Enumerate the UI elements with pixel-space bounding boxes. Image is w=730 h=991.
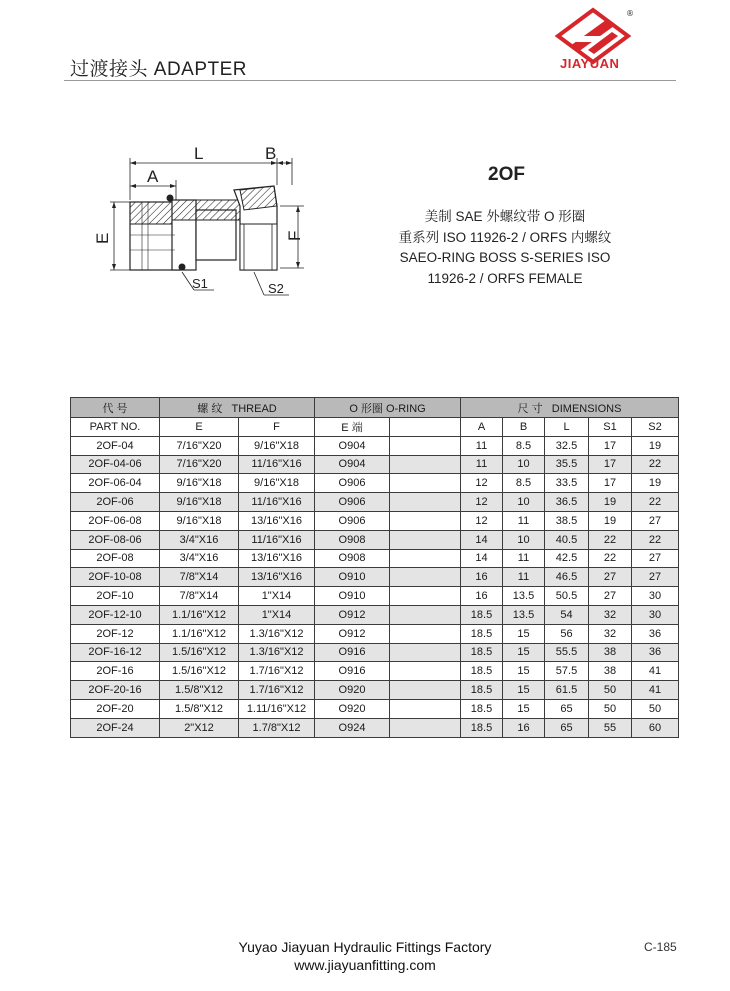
fitting-drawing [84, 140, 314, 310]
col-a: A [461, 418, 503, 437]
table-row [71, 568, 679, 587]
table-row [71, 474, 679, 493]
page-title: 过渡接头 ADAPTER [70, 59, 248, 80]
table-cell: 16 [461, 587, 503, 606]
table-cell: O912 [315, 624, 390, 643]
table-cell: 17 [589, 436, 632, 455]
table-cell: 65 [545, 718, 589, 737]
table-cell: 2OF-16-12 [71, 643, 160, 662]
table-cell: 18.5 [461, 643, 503, 662]
registered-mark: ® [626, 9, 634, 18]
desc-line: 重系列 ISO 11926-2 / ORFS 内螺纹 [398, 229, 612, 245]
table-cell: 13/16"X16 [239, 511, 315, 530]
table-row [71, 643, 679, 662]
table-cell: 56 [545, 624, 589, 643]
table-cell: 60 [632, 718, 679, 737]
table-cell: 13.5 [503, 605, 545, 624]
table-cell: 11 [461, 436, 503, 455]
table-cell: O920 [315, 681, 390, 700]
table-cell: 11/16"X16 [239, 493, 315, 512]
table-cell: 46.5 [545, 568, 589, 587]
table-row [71, 530, 679, 549]
table-cell [390, 493, 461, 512]
table-cell: 22 [589, 530, 632, 549]
table-cell: 2OF-16 [71, 662, 160, 681]
header-thread-en: THREAD [231, 402, 277, 415]
table-cell: 10 [503, 493, 545, 512]
table-cell: 50 [632, 699, 679, 718]
table-cell: 12 [461, 474, 503, 493]
table-cell: 12 [461, 493, 503, 512]
header-rule [64, 80, 676, 81]
table-cell: 18.5 [461, 699, 503, 718]
header-thread-cn: 螺 纹 [197, 402, 223, 415]
table-cell: 38 [589, 643, 632, 662]
table-row [71, 587, 679, 606]
table-cell: 13/16"X16 [239, 568, 315, 587]
product-description [380, 207, 630, 289]
table-cell: 18.5 [461, 662, 503, 681]
table-cell [390, 474, 461, 493]
group-header-row [71, 398, 679, 418]
table-cell: 8.5 [503, 474, 545, 493]
table-cell: 1.11/16"X12 [239, 699, 315, 718]
table-cell: 35.5 [545, 455, 589, 474]
table-cell: O924 [315, 718, 390, 737]
table-cell: 1"X14 [239, 587, 315, 606]
table-cell: 10 [503, 530, 545, 549]
table-cell: 11 [503, 549, 545, 568]
table-cell: 22 [632, 530, 679, 549]
table-cell: 22 [589, 549, 632, 568]
table-cell: 2OF-10 [71, 587, 160, 606]
dim-label-s1: S1 [192, 276, 208, 291]
table-row [71, 493, 679, 512]
table-cell: 50.5 [545, 587, 589, 606]
table-cell: 2"X12 [160, 718, 239, 737]
table-cell [390, 681, 461, 700]
table-cell: 9/16"X18 [160, 511, 239, 530]
desc-line: 美制 SAE 外螺纹带 O 形圈 [424, 209, 586, 224]
table-cell: 11 [503, 511, 545, 530]
table-cell: 55 [589, 718, 632, 737]
table-cell: 22 [632, 455, 679, 474]
table-cell: O904 [315, 436, 390, 455]
table-cell: 1.7/8"X12 [239, 718, 315, 737]
table-cell: 27 [632, 549, 679, 568]
col-part-no: PART NO. [71, 418, 160, 437]
table-cell: 17 [589, 474, 632, 493]
table-cell: 32.5 [545, 436, 589, 455]
dim-label-a: A [147, 167, 159, 186]
brand-name: JIAYUAN [560, 56, 620, 71]
table-row [71, 455, 679, 474]
header-code: 代 号 [71, 398, 160, 418]
table-cell: 14 [461, 549, 503, 568]
table-row [71, 511, 679, 530]
table-cell: 2OF-04-06 [71, 455, 160, 474]
header-thread [160, 398, 315, 418]
table-cell: O906 [315, 493, 390, 512]
table-cell: 2OF-12 [71, 624, 160, 643]
col-e-end: E 端 [315, 418, 390, 437]
col-b: B [503, 418, 545, 437]
column-header-row [71, 418, 679, 437]
table-cell: 19 [632, 474, 679, 493]
table-row [71, 624, 679, 643]
header-dims-cn: 尺 寸 [517, 402, 543, 415]
table-cell: 15 [503, 681, 545, 700]
table-cell: 9/16"X18 [160, 474, 239, 493]
table-cell: O912 [315, 605, 390, 624]
table-cell: 2OF-12-10 [71, 605, 160, 624]
page-number: C-185 [644, 940, 677, 954]
table-cell: 27 [632, 511, 679, 530]
table-cell: 2OF-06-08 [71, 511, 160, 530]
table-row [71, 549, 679, 568]
parts-table-body [71, 436, 679, 737]
table-cell: 18.5 [461, 681, 503, 700]
table-cell: 8.5 [503, 436, 545, 455]
table-cell [390, 699, 461, 718]
table-cell: O920 [315, 699, 390, 718]
table-cell: 2OF-24 [71, 718, 160, 737]
table-cell: 57.5 [545, 662, 589, 681]
table-cell: 30 [632, 605, 679, 624]
table-cell: 41 [632, 662, 679, 681]
table-cell: 3/4"X16 [160, 530, 239, 549]
table-cell: 1.5/16"X12 [160, 662, 239, 681]
table-cell: 18.5 [461, 718, 503, 737]
dim-label-e: E [93, 232, 112, 244]
table-cell: 13/16"X16 [239, 549, 315, 568]
table-cell: 19 [632, 436, 679, 455]
dim-label-l: L [194, 144, 204, 163]
table-cell: 11 [461, 455, 503, 474]
table-cell: 3/4"X16 [160, 549, 239, 568]
table-row [71, 718, 679, 737]
table-cell: 1.5/8"X12 [160, 681, 239, 700]
table-cell: 17 [589, 455, 632, 474]
table-cell: 2OF-08-06 [71, 530, 160, 549]
table-cell: O916 [315, 643, 390, 662]
table-cell [390, 662, 461, 681]
table-cell: O910 [315, 587, 390, 606]
product-code: 2OF [488, 164, 525, 185]
col-blank [390, 418, 461, 437]
table-cell: 38.5 [545, 511, 589, 530]
col-l: L [545, 418, 589, 437]
table-cell: 32 [589, 624, 632, 643]
table-cell: 1.7/16"X12 [239, 662, 315, 681]
table-cell: 36 [632, 624, 679, 643]
table-cell: 55.5 [545, 643, 589, 662]
table-cell [390, 718, 461, 737]
table-cell: 30 [632, 587, 679, 606]
table-cell: 15 [503, 624, 545, 643]
table-cell: O916 [315, 662, 390, 681]
table-row [71, 681, 679, 700]
table-cell: 15 [503, 662, 545, 681]
header-dims-en: DIMENSIONS [551, 402, 622, 415]
table-cell: O904 [315, 455, 390, 474]
table-cell: 1.3/16"X12 [239, 624, 315, 643]
table-cell [390, 511, 461, 530]
col-s2: S2 [632, 418, 679, 437]
table-cell: 16 [461, 568, 503, 587]
dim-label-f: F [285, 230, 304, 241]
table-cell: 1.1/16"X12 [160, 605, 239, 624]
table-cell: 9/16"X18 [160, 493, 239, 512]
table-cell: 2OF-06-04 [71, 474, 160, 493]
table-cell: 1"X14 [239, 605, 315, 624]
table-cell: 1.3/16"X12 [239, 643, 315, 662]
table-cell: 1.5/8"X12 [160, 699, 239, 718]
table-cell: O908 [315, 530, 390, 549]
table-cell: 38 [589, 662, 632, 681]
table-cell: 27 [589, 568, 632, 587]
header-dimensions [461, 398, 679, 418]
header-oring: O 形圈 O-RING [315, 398, 461, 418]
table-cell: 7/8"X14 [160, 568, 239, 587]
table-row [71, 699, 679, 718]
table-cell: 61.5 [545, 681, 589, 700]
table-row [71, 436, 679, 455]
footer-website[interactable]: www.jiayuanfitting.com [294, 957, 436, 973]
table-cell: 13.5 [503, 587, 545, 606]
table-cell: 40.5 [545, 530, 589, 549]
table-cell: 11/16"X16 [239, 455, 315, 474]
table-cell [390, 436, 461, 455]
footer-company: Yuyao Jiayuan Hydraulic Fittings Factory [238, 939, 492, 955]
table-cell: 33.5 [545, 474, 589, 493]
table-cell: O908 [315, 549, 390, 568]
table-cell: 54 [545, 605, 589, 624]
table-cell: 15 [503, 699, 545, 718]
col-s1: S1 [589, 418, 632, 437]
table-cell [390, 455, 461, 474]
table-row [71, 662, 679, 681]
table-cell: 15 [503, 643, 545, 662]
table-cell: 2OF-08 [71, 549, 160, 568]
table-cell: 16 [503, 718, 545, 737]
table-cell [390, 549, 461, 568]
dim-label-b: B [265, 144, 277, 163]
table-row [71, 605, 679, 624]
table-cell: 2OF-10-08 [71, 568, 160, 587]
table-cell: 2OF-06 [71, 493, 160, 512]
parts-table [70, 397, 679, 738]
table-cell: 36 [632, 643, 679, 662]
table-cell: 1.1/16"X12 [160, 624, 239, 643]
table-cell: 19 [589, 493, 632, 512]
table-cell: 7/8"X14 [160, 587, 239, 606]
table-cell: O906 [315, 474, 390, 493]
table-cell: 18.5 [461, 605, 503, 624]
table-cell [390, 643, 461, 662]
table-cell: 7/16"X20 [160, 455, 239, 474]
table-cell: 11 [503, 568, 545, 587]
table-cell [390, 624, 461, 643]
table-cell: 2OF-20 [71, 699, 160, 718]
table-cell: O906 [315, 511, 390, 530]
table-cell: 36.5 [545, 493, 589, 512]
table-cell: 32 [589, 605, 632, 624]
table-cell: 50 [589, 681, 632, 700]
table-cell: 7/16"X20 [160, 436, 239, 455]
table-cell: 1.5/16"X12 [160, 643, 239, 662]
table-cell [390, 605, 461, 624]
desc-line: 11926-2 / ORFS FEMALE [427, 270, 583, 286]
table-cell: 27 [589, 587, 632, 606]
table-cell: 11/16"X16 [239, 530, 315, 549]
dim-label-s2: S2 [268, 281, 284, 296]
col-e: E [160, 418, 239, 437]
table-cell: 14 [461, 530, 503, 549]
table-cell: 9/16"X18 [239, 436, 315, 455]
table-cell: 27 [632, 568, 679, 587]
table-cell: 9/16"X18 [239, 474, 315, 493]
table-cell: 2OF-20-16 [71, 681, 160, 700]
col-f: F [239, 418, 315, 437]
table-cell: 19 [589, 511, 632, 530]
table-cell: 10 [503, 455, 545, 474]
desc-line: SAEO-RING BOSS S-SERIES ISO [399, 250, 611, 265]
table-cell: 42.5 [545, 549, 589, 568]
table-cell: 18.5 [461, 624, 503, 643]
table-cell: O910 [315, 568, 390, 587]
table-cell: 2OF-04 [71, 436, 160, 455]
table-cell: 1.7/16"X12 [239, 681, 315, 700]
table-cell: 65 [545, 699, 589, 718]
table-cell: 50 [589, 699, 632, 718]
table-cell [390, 587, 461, 606]
table-cell [390, 530, 461, 549]
table-cell [390, 568, 461, 587]
table-cell: 22 [632, 493, 679, 512]
table-cell: 41 [632, 681, 679, 700]
table-cell: 12 [461, 511, 503, 530]
